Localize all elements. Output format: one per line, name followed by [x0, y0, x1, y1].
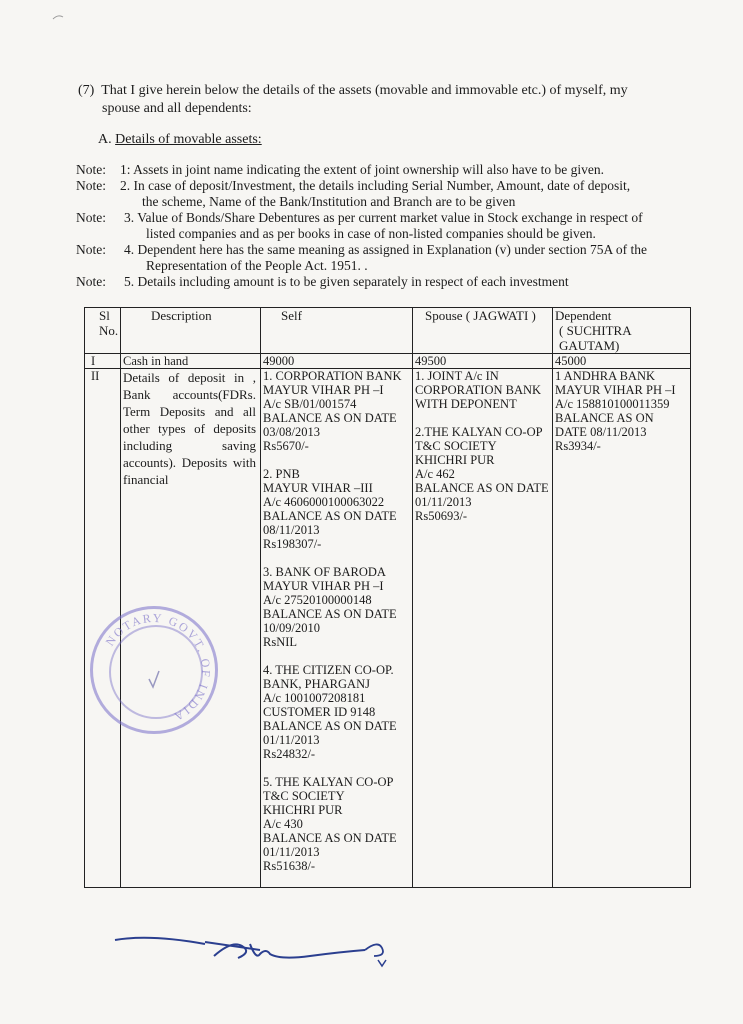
dependent-deposit-entry-line: A/c 158810100011359 — [555, 397, 670, 411]
header-spouse: Spouse ( JAGWATI ) — [413, 308, 553, 354]
header-self: Self — [261, 308, 413, 354]
self-deposit-entry-line: 5. THE KALYAN CO-OP — [263, 775, 394, 789]
clause-number: (7) — [78, 83, 95, 98]
note-label: Note: — [76, 178, 106, 193]
note-text: 1: Assets in joint name indicating the extent of joint ownership will also have to be given. — [120, 162, 605, 177]
spouse-deposit-entry-line: 1. JOINT A/c IN — [415, 369, 499, 383]
section-a-prefix: A. — [98, 132, 112, 147]
section-a-heading — [98, 132, 262, 148]
clause-text-line2: spouse and all dependents: — [102, 101, 252, 116]
self-deposit-entry-line: RsNIL — [263, 635, 298, 649]
self-deposit-entry-line: 3. BANK OF BARODA — [263, 565, 386, 579]
dependent-deposit-entry-line: 1 ANDHRA BANK — [555, 369, 656, 383]
dependent-deposits-cell — [553, 369, 691, 888]
self-deposit-entry-line: 03/08/2013 — [263, 425, 320, 439]
header-no: No. — [99, 323, 119, 338]
self-deposit-entry-line: KHICHRI PUR — [263, 803, 343, 817]
notary-stamp-text — [93, 609, 215, 731]
self-deposit-entry-line: Rs5670/- — [263, 439, 309, 453]
note-label: Note: — [76, 162, 106, 177]
note-text: 4. Dependent here has the same meaning as assigned in Explanation (v) under section 75A of the — [124, 242, 647, 257]
self-deposit-entry-line: T&C SOCIETY — [263, 789, 345, 803]
dependent-deposit-entry-line: Rs3934/- — [555, 439, 601, 453]
header-sl: Sl — [99, 308, 110, 323]
self-deposit-entry-line: Rs198307/- — [263, 537, 322, 551]
clause-text-line1: That I give herein below the details of the assets (movable and immovable etc.) of myself, my — [101, 83, 628, 98]
self-deposit-entry-line: MAYUR VIHAR PH –I — [263, 579, 384, 593]
dependent-deposit-entry-line: DATE 08/11/2013 — [555, 425, 647, 439]
spouse-deposit-entry-line: WITH DEPONENT — [415, 397, 517, 411]
spouse-deposit-entry-line: T&C SOCIETY — [415, 439, 497, 453]
dependent-deposit-entry-line: BALANCE AS ON — [555, 411, 654, 425]
note-text-wrap — [124, 242, 686, 274]
spouse-deposit-entry-line: Rs50693/- — [415, 509, 468, 523]
self-deposit-entry-line: 10/09/2010 — [263, 621, 320, 635]
svg-text:NOTARY GOVT. OF INDIA — [103, 611, 214, 725]
header-sl-no — [85, 308, 121, 354]
self-deposit-entry-line: 08/11/2013 — [263, 523, 320, 537]
dependent-deposit-entry-line: MAYUR VIHAR PH –I — [555, 383, 676, 397]
note-text-cont: the scheme, Name of the Bank/Institution and Branch are to be given — [142, 194, 516, 209]
row-description: Cash in hand — [121, 354, 261, 369]
note-4 — [76, 242, 686, 274]
spouse-deposit-entry-line: 01/11/2013 — [415, 495, 472, 509]
note-text: 2. In case of deposit/Investment, the details including Serial Number, Amount, date of deposit, — [120, 178, 631, 193]
self-deposit-entry-line: BALANCE AS ON DATE — [263, 509, 397, 523]
note-1 — [76, 162, 686, 178]
note-label: Note: — [76, 210, 106, 225]
self-deposit-entry-line: BALANCE AS ON DATE — [263, 607, 397, 621]
note-text-wrap — [120, 178, 686, 210]
self-deposit-entry-line: A/c 27520100000148 — [263, 593, 372, 607]
self-deposit-entry — [263, 775, 410, 873]
spouse-deposit-entry-line: BALANCE AS ON DATE — [415, 481, 549, 495]
self-deposit-entry-line: BALANCE AS ON DATE — [263, 831, 397, 845]
note-3 — [76, 210, 686, 242]
self-deposit-entry-line: A/c 1001007208181 — [263, 691, 366, 705]
note-2 — [76, 178, 686, 210]
self-deposit-entry-line: 01/11/2013 — [263, 845, 320, 859]
spouse-deposit-entry — [415, 369, 550, 411]
self-deposit-entry-line: Rs51638/- — [263, 859, 316, 873]
self-deposit-entry-line: 4. THE CITIZEN CO-OP. — [263, 663, 394, 677]
note-text-wrap — [124, 210, 686, 242]
notes-list — [76, 162, 686, 290]
row-dependent-value: 45000 — [553, 354, 691, 369]
note-label: Note: — [76, 274, 106, 289]
spouse-deposit-entry-line: KHICHRI PUR — [415, 453, 495, 467]
self-deposit-entry-line: BALANCE AS ON DATE — [263, 411, 397, 425]
dependent-deposit-entry — [555, 369, 688, 453]
note-label: Note: — [76, 242, 106, 257]
self-deposit-entry-line: 2. PNB — [263, 467, 300, 481]
spouse-deposit-entry-line: CORPORATION BANK — [415, 383, 542, 397]
movable-assets-table — [84, 307, 691, 888]
self-deposit-entry-line: BALANCE AS ON DATE — [263, 719, 397, 733]
signature — [110, 920, 410, 980]
self-deposit-entry-line: 01/11/2013 — [263, 733, 320, 747]
header-description: Description — [121, 308, 261, 354]
header-dependent-label: Dependent — [555, 308, 612, 323]
row-description: Details of deposit in , Bank accounts(FDRs. Term Deposits and all other types of deposits including saving accounts). Deposits with financial — [121, 369, 261, 888]
self-deposit-entry — [263, 467, 410, 551]
self-deposits-cell — [261, 369, 413, 888]
spouse-deposit-entry — [415, 425, 550, 523]
header-dependent-name1: ( SUCHITRA — [559, 323, 632, 338]
note-text-cont: Representation of the People Act. 1951. . — [146, 258, 368, 273]
note-text: 3. Value of Bonds/Share Debentures as per current market value in Stock exchange in respect of — [124, 210, 643, 225]
scan-mark — [52, 14, 64, 20]
clause-7 — [78, 82, 676, 118]
self-deposit-entry-line: CUSTOMER ID 9148 — [263, 705, 376, 719]
spouse-deposits-cell — [413, 369, 553, 888]
self-deposit-entry-line: A/c 430 — [263, 817, 303, 831]
self-deposit-entry — [263, 663, 410, 761]
self-deposit-entry-line: BANK, PHARGANJ — [263, 677, 370, 691]
row-sl: I — [85, 354, 121, 369]
table-header-row — [85, 308, 691, 354]
note-text: 5. Details including amount is to be given separately in respect of each investment — [124, 274, 569, 289]
table-row — [85, 354, 691, 369]
self-deposit-entry-line: 1. CORPORATION BANK — [263, 369, 402, 383]
stamp-text: NOTARY GOVT. OF INDIA — [102, 610, 214, 725]
self-deposit-entry-line: MAYUR VIHAR PH –I — [263, 383, 384, 397]
self-deposit-entry-line: Rs24832/- — [263, 747, 316, 761]
notary-stamp — [90, 606, 218, 734]
self-deposit-entry-line: A/c SB/01/001574 — [263, 397, 357, 411]
spouse-deposit-entry-line: 2.THE KALYAN CO-OP — [415, 425, 543, 439]
self-deposit-entry-line: MAYUR VIHAR –III — [263, 481, 373, 495]
header-dependent — [553, 308, 691, 354]
self-deposit-entry-line: A/c 4606000100063022 — [263, 495, 385, 509]
header-dependent-name2: GAUTAM) — [559, 338, 620, 353]
section-a-title: Details of movable assets: — [115, 132, 262, 147]
spouse-deposit-entry-line: A/c 462 — [415, 467, 455, 481]
note-5 — [76, 274, 686, 290]
self-deposit-entry — [263, 369, 410, 453]
row-spouse-value: 49500 — [413, 354, 553, 369]
row-sl: II — [85, 369, 121, 888]
self-deposit-entry — [263, 565, 410, 649]
note-text-cont: listed companies and as per books in case of non-listed companies should be given. — [146, 226, 596, 241]
row-self-value: 49000 — [261, 354, 413, 369]
